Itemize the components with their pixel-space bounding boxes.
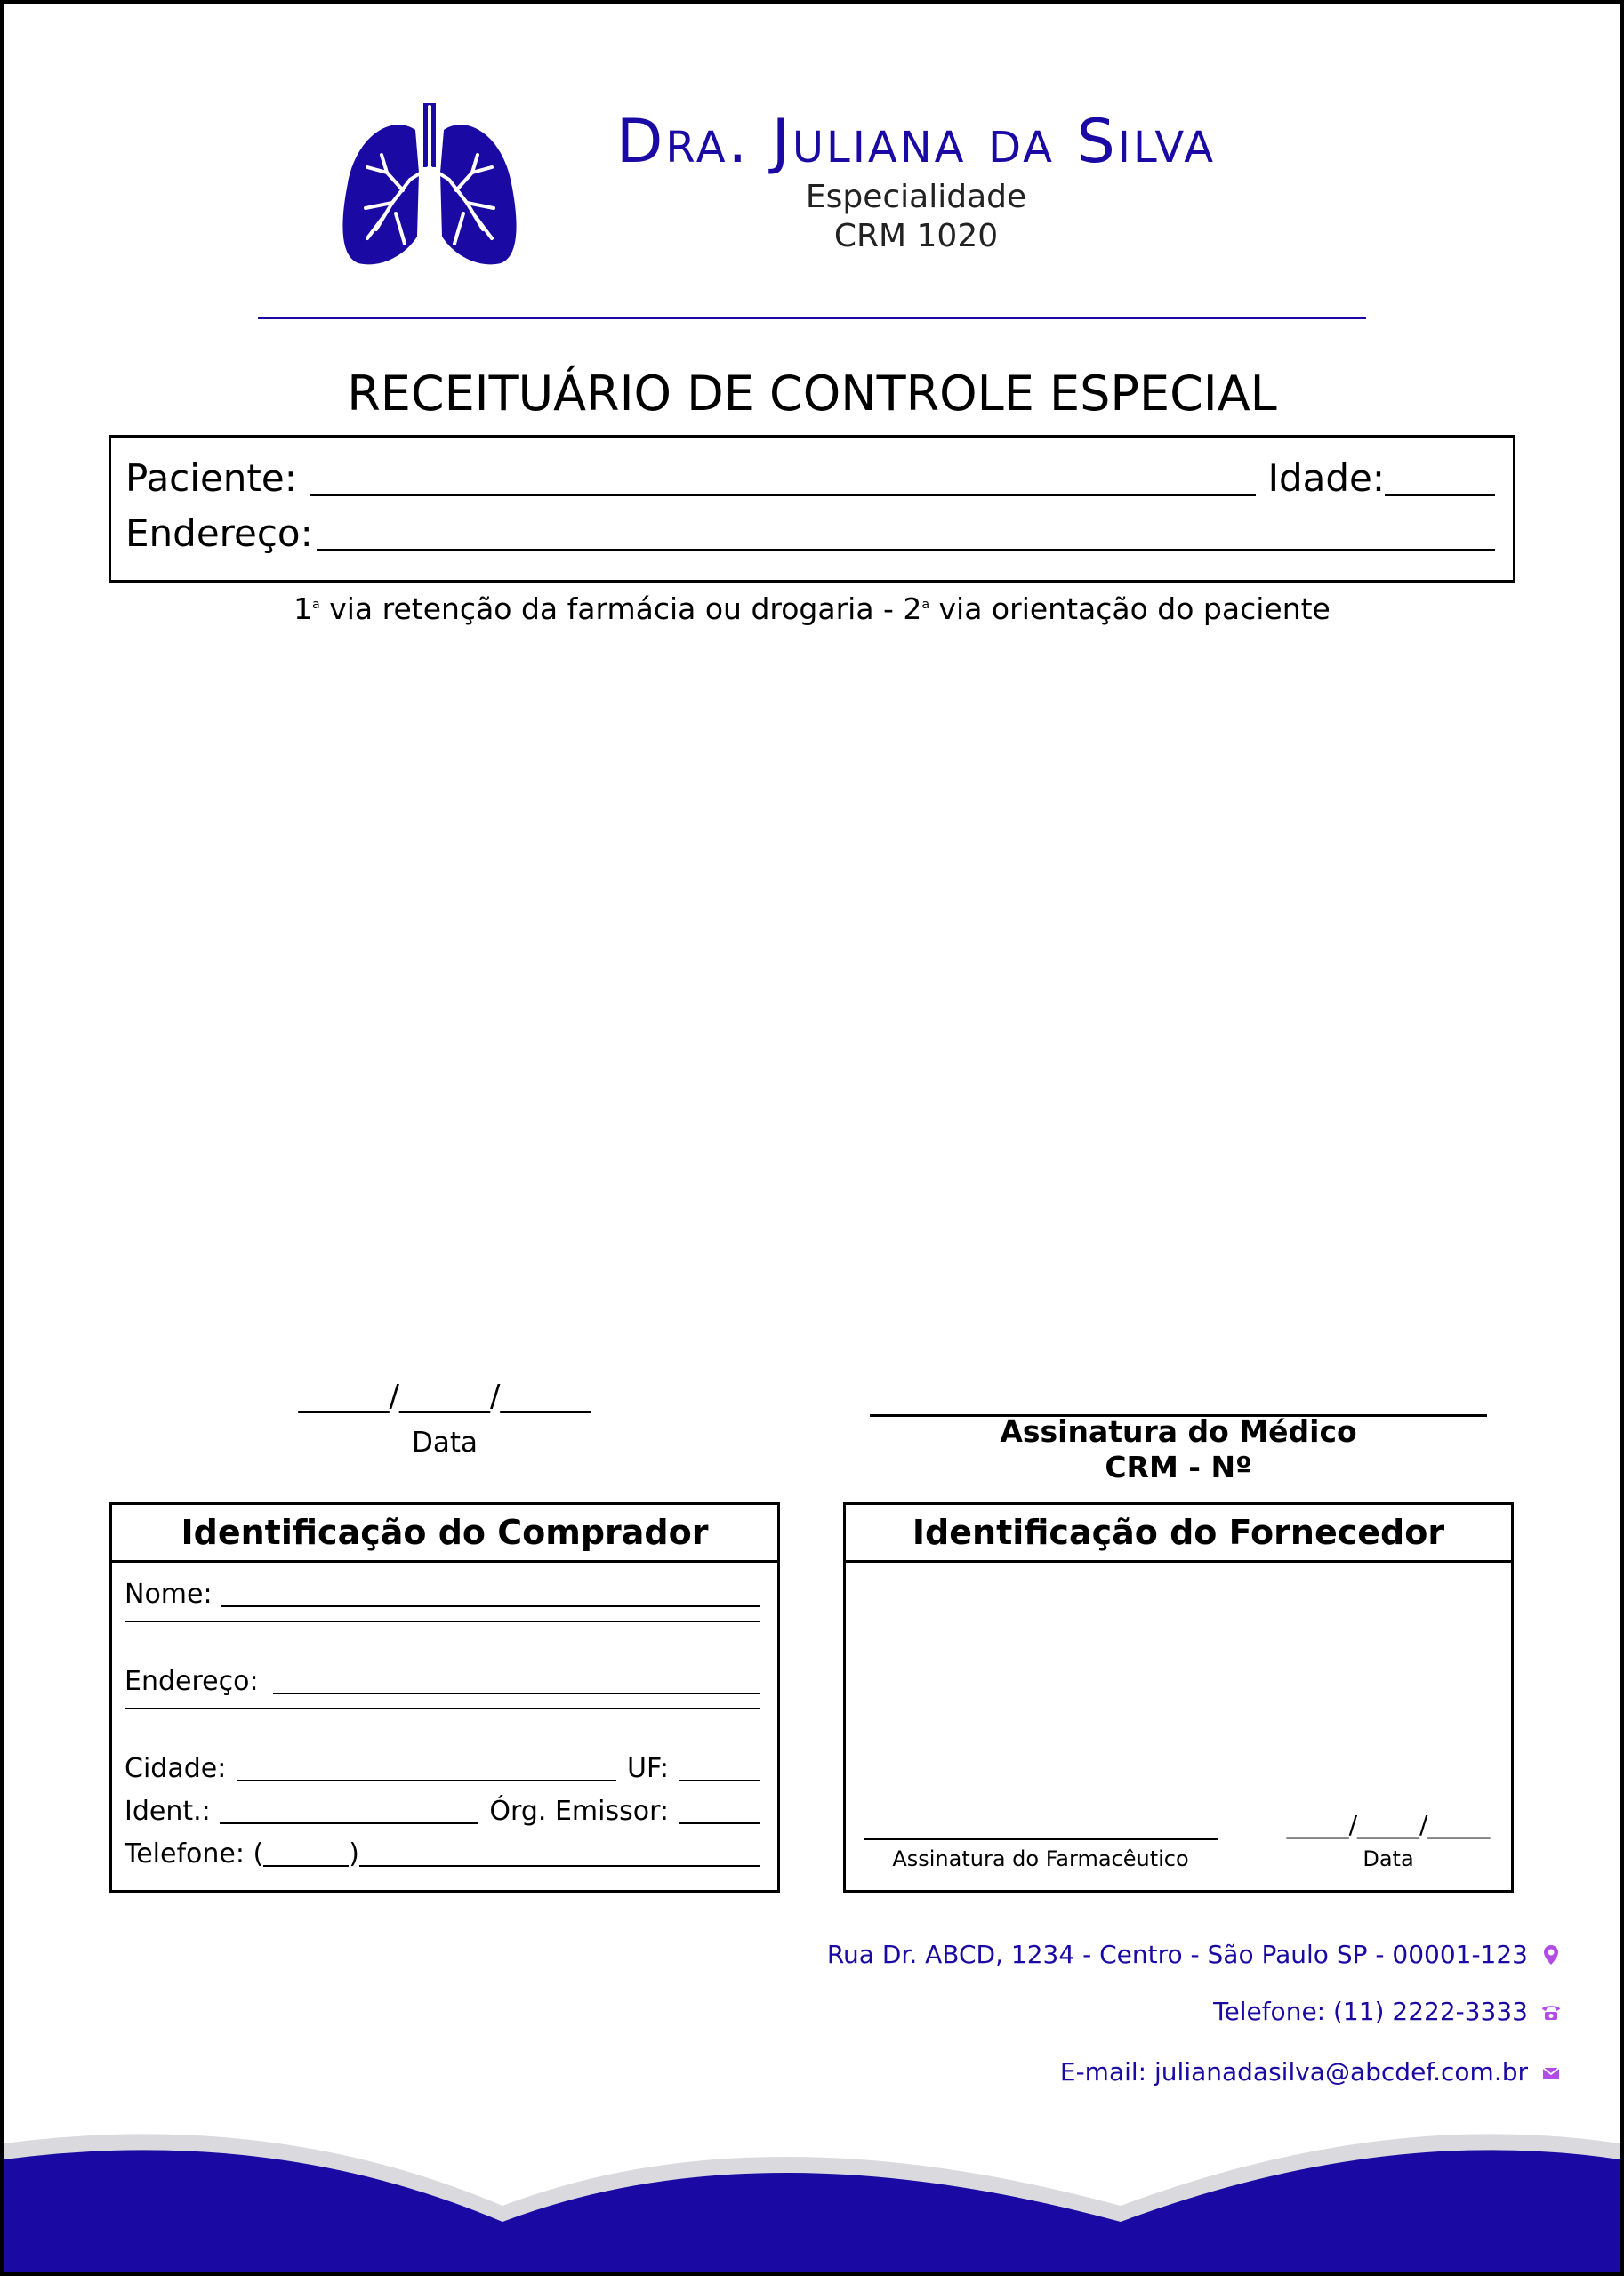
buyer-identification-box (109, 1502, 780, 1893)
doctor-name: Dra. Juliana da Silva (615, 107, 1217, 177)
buyer-issuer-label: Órg. Emissor: (489, 1796, 669, 1827)
contact-email (1060, 2055, 1562, 2090)
prescription-date-field[interactable]: ______/______/______ (298, 1379, 591, 1414)
buyer-uf-label: UF: (627, 1753, 669, 1784)
header-divider (258, 317, 1366, 319)
doctor-signature-label: Assinatura do Médico (1000, 1414, 1357, 1449)
buyer-phone-label: Telefone: ( (125, 1838, 264, 1870)
buyer-issuer-field[interactable] (679, 1822, 760, 1824)
pharmacist-signature-line[interactable] (864, 1838, 1218, 1840)
buyer-name-field-2[interactable] (125, 1621, 760, 1622)
contact-address (827, 1937, 1562, 1973)
contact-phone (1213, 1994, 1562, 2030)
document-title: RECEITUÁRIO DE CONTROLE ESPECIAL (347, 366, 1277, 422)
supplier-date-label: Data (1363, 1846, 1414, 1871)
buyer-phone-row (125, 1838, 760, 1871)
doctor-crm-label: CRM - Nº (1105, 1450, 1252, 1484)
buyer-uf-field[interactable] (679, 1780, 760, 1781)
buyer-phone-close: ) (349, 1838, 359, 1870)
patient-name-field[interactable] (310, 494, 1256, 496)
buyer-name-label: Nome: (125, 1579, 213, 1610)
via-second-ordinal: a (921, 598, 930, 612)
buyer-address-field-2[interactable] (125, 1708, 760, 1709)
contact-address-text: Rua Dr. ABCD, 1234 - Centro - São Paulo SP - 00001-123 (826, 1940, 1528, 1969)
specialty: Especialidade (805, 179, 1027, 215)
doctor-signature-caption (870, 1414, 1487, 1485)
buyer-city-field[interactable] (237, 1780, 616, 1781)
buyer-name-continuation-row (125, 1621, 760, 1627)
supplier-date-field[interactable]: _____/_____/_____ (1286, 1810, 1491, 1839)
buyer-name-field[interactable] (221, 1605, 760, 1607)
buyer-phone-field[interactable] (359, 1865, 760, 1867)
supplier-identification-box (843, 1502, 1514, 1893)
location-pin-icon (1540, 1943, 1562, 1966)
via-note-end: via orientação do paciente (929, 591, 1331, 626)
patient-name-row (125, 455, 1495, 502)
buyer-address-field[interactable] (273, 1693, 760, 1694)
patient-box (109, 435, 1515, 583)
contact-phone-text: Telefone: (11) 2222-3333 (1213, 1997, 1528, 2026)
patient-address-row (125, 511, 1495, 557)
contact-email-text: E-mail: julianadasilva@abcdef.com.br (1059, 2057, 1528, 2087)
buyer-box-title: Identificação do Comprador (112, 1505, 777, 1563)
patient-address-field[interactable] (317, 549, 1495, 551)
patient-age-label: Idade: (1267, 456, 1385, 500)
via-note-middle: via retenção da farmácia ou drogaria - 2 (319, 591, 922, 626)
lungs-icon (341, 103, 519, 265)
buyer-phone-area-field[interactable] (263, 1865, 349, 1867)
prescription-date-label: Data (411, 1427, 478, 1459)
footer-wave (4, 2117, 1620, 2272)
buyer-city-row (125, 1752, 760, 1786)
supplier-box-title: Identificação do Fornecedor (846, 1505, 1511, 1563)
via-note (0, 585, 1624, 629)
buyer-address-continuation-row (125, 1708, 760, 1714)
buyer-ident-label: Ident.: (125, 1796, 211, 1827)
doctor-crm: CRM 1020 (833, 218, 999, 254)
phone-icon (1540, 2000, 1562, 2023)
buyer-address-label: Endereço: (125, 1666, 259, 1697)
via-first-ordinal: a (312, 598, 320, 612)
buyer-city-label: Cidade: (125, 1753, 227, 1784)
via-first-number: 1 (293, 591, 313, 626)
envelope-icon (1540, 2061, 1562, 2084)
pharmacist-signature-label: Assinatura do Farmacêutico (892, 1846, 1189, 1871)
patient-age-field[interactable] (1385, 494, 1495, 496)
patient-address-label: Endereço: (125, 511, 313, 555)
buyer-name-row (125, 1578, 760, 1612)
patient-name-label: Paciente: (125, 456, 297, 500)
buyer-ident-field[interactable] (220, 1822, 479, 1824)
buyer-ident-row (125, 1795, 760, 1829)
buyer-address-row (125, 1665, 760, 1699)
